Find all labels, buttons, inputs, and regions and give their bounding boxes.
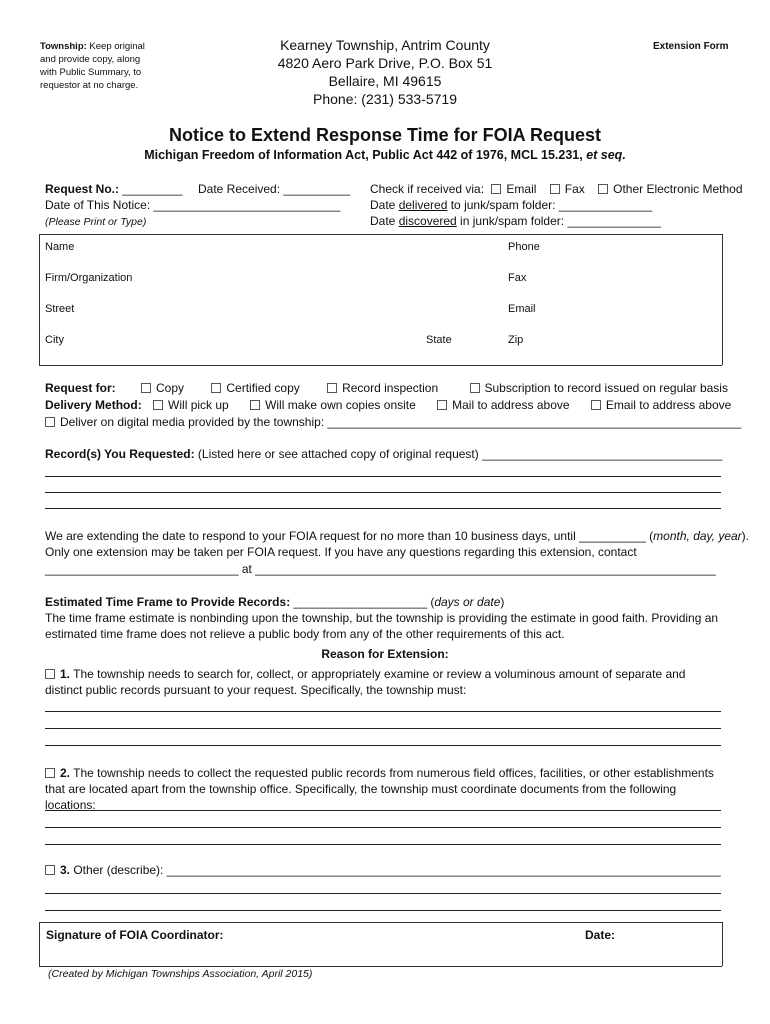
- delivery-method-row: [45, 398, 731, 412]
- check-received-row: [370, 182, 743, 196]
- signature-field[interactable]: Signature of FOIA Coordinator:: [46, 928, 224, 942]
- signature-border: [39, 922, 40, 966]
- blank-line[interactable]: [45, 728, 721, 729]
- request-no-field[interactable]: _________: [119, 182, 183, 196]
- reason-3-number: 3.: [60, 863, 71, 877]
- blank-line[interactable]: [45, 476, 721, 477]
- via-email-label: Email: [506, 182, 537, 196]
- signature-border: [39, 966, 722, 967]
- date-discovered-underlined: discovered: [398, 214, 457, 228]
- signature-date-field[interactable]: Date:: [585, 928, 616, 942]
- form-type: Extension Form: [653, 41, 729, 52]
- checkbox-icon[interactable]: [598, 184, 608, 194]
- delivery-method-label: Delivery Method:: [45, 398, 142, 412]
- pick-up-option[interactable]: [153, 398, 229, 412]
- reason-2-number: 2.: [60, 766, 71, 780]
- estimate-close: ): [500, 595, 505, 609]
- blank-line[interactable]: [45, 810, 721, 811]
- via-fax-checkbox[interactable]: [550, 182, 585, 196]
- request-no[interactable]: [45, 182, 182, 196]
- extension-text-b: ).: [741, 529, 750, 543]
- checkbox-icon[interactable]: [45, 417, 55, 427]
- blank-line[interactable]: [45, 910, 721, 911]
- table-border: [39, 234, 40, 365]
- street-field[interactable]: Street: [45, 303, 75, 315]
- date-discovered-field[interactable]: [370, 214, 661, 228]
- checkbox-icon[interactable]: [250, 400, 260, 410]
- print-note: (Please Print or Type): [45, 216, 147, 228]
- checkbox-icon[interactable]: [45, 768, 55, 778]
- blank-line[interactable]: [45, 508, 721, 509]
- via-email-checkbox[interactable]: [491, 182, 536, 196]
- estimate-row[interactable]: [45, 595, 504, 609]
- blank-line[interactable]: [45, 893, 721, 894]
- pick-up-label: Will pick up: [168, 398, 229, 412]
- contact-line[interactable]: _____________________________ at _____________________________________________________________________: [45, 562, 716, 576]
- estimate-italic: days or date: [434, 595, 501, 609]
- email-option[interactable]: [591, 398, 731, 412]
- page-subtitle: [0, 148, 770, 162]
- record-inspection-option[interactable]: [327, 381, 438, 395]
- date-delivered-post: to junk/spam folder: ______________: [447, 198, 653, 212]
- checkbox-icon[interactable]: [470, 383, 480, 393]
- address-line: 4820 Aero Park Drive, P.O. Box 51: [277, 55, 493, 71]
- extension-line-2: Only one extension may be taken per FOIA request. If you have any questions regarding this extension, contact: [45, 545, 637, 559]
- signature-border: [722, 922, 723, 966]
- email-field[interactable]: Email: [508, 303, 536, 315]
- blank-line[interactable]: [45, 711, 721, 712]
- address-line: Bellaire, MI 49615: [328, 73, 442, 89]
- blank-line[interactable]: [45, 745, 721, 746]
- checkbox-icon[interactable]: [45, 669, 55, 679]
- checkbox-icon[interactable]: [45, 865, 55, 875]
- estimate-label: Estimated Time Frame to Provide Records:: [45, 595, 291, 609]
- digital-media-label: Deliver on digital media provided by the township: ______________________________________________________________: [60, 415, 742, 429]
- mail-option[interactable]: [437, 398, 569, 412]
- checkbox-icon[interactable]: [327, 383, 337, 393]
- date-discovered-post: in junk/spam folder: ______________: [456, 214, 661, 228]
- via-other-label: Other Electronic Method: [613, 182, 743, 196]
- date-delivered-field[interactable]: [370, 198, 652, 212]
- state-field[interactable]: State: [426, 334, 452, 346]
- signature-border: [39, 922, 722, 923]
- township-note: [40, 40, 158, 92]
- record-inspection-label: Record inspection: [342, 381, 439, 395]
- records-requested[interactable]: [45, 447, 722, 461]
- email-option-label: Email to address above: [605, 398, 732, 412]
- checkbox-icon[interactable]: [437, 400, 447, 410]
- table-border: [39, 234, 722, 235]
- phone-field[interactable]: Phone: [508, 241, 540, 253]
- own-copies-option[interactable]: [250, 398, 416, 412]
- subtitle-main: Michigan Freedom of Information Act, Public Act 442 of 1976, MCL 15.231,: [144, 148, 587, 162]
- address-line: Phone: (231) 533-5719: [313, 91, 457, 107]
- reason-1-text: The township needs to search for, collect, or appropriately examine or review a voluminous amount of separate and distinct public records pursuant to your request. Specifically, the township must:: [45, 667, 686, 697]
- via-other-checkbox[interactable]: [598, 182, 742, 196]
- extension-italic: month, day, year: [653, 529, 742, 543]
- date-discovered-pre: Date: [370, 214, 399, 228]
- copy-label: Copy: [156, 381, 185, 395]
- name-field[interactable]: Name: [45, 241, 75, 253]
- date-received-field[interactable]: Date Received: __________: [198, 182, 351, 196]
- page-title: Notice to Extend Response Time for FOIA Request: [168, 125, 602, 145]
- township-note-text: Keep original and provide copy, along with Public Summary, to requestor at no charge.: [40, 41, 145, 91]
- blank-line[interactable]: [45, 827, 721, 828]
- checkbox-icon[interactable]: [153, 400, 163, 410]
- certified-copy-label: Certified copy: [226, 381, 300, 395]
- extension-text-a: We are extending the date to respond to your FOIA request for no more than 10 business days, until __________ (: [45, 529, 654, 543]
- extension-line-1: [45, 529, 749, 543]
- date-delivered-pre: Date: [370, 198, 399, 212]
- subscription-option[interactable]: [470, 381, 728, 395]
- subscription-label: Subscription to record issued on regular basis: [484, 381, 728, 395]
- date-delivered-underlined: delivered: [398, 198, 448, 212]
- subtitle-italic: et seq.: [586, 148, 626, 162]
- reason-heading: Reason for Extension:: [321, 647, 449, 661]
- checkbox-icon[interactable]: [550, 184, 560, 194]
- digital-media-option[interactable]: [45, 415, 741, 429]
- reason-1-number: 1.: [60, 667, 71, 681]
- table-border: [39, 365, 722, 366]
- certified-copy-option[interactable]: [211, 381, 299, 395]
- reason-1[interactable]: [45, 666, 721, 698]
- checkbox-icon[interactable]: [141, 383, 151, 393]
- blank-line[interactable]: [45, 844, 721, 845]
- blank-line[interactable]: [45, 492, 721, 493]
- estimate-text: The time frame estimate is nonbinding upon the township, but the township is providing the estimate in good faith. Providing an estimated time frame does not relieve a public body from any of the other requirements of this act.: [45, 611, 719, 641]
- estimate-blank[interactable]: ____________________ (: [290, 595, 435, 609]
- firm-field[interactable]: Firm/Organization: [45, 272, 133, 284]
- fax-field[interactable]: Fax: [508, 272, 527, 284]
- reason-3[interactable]: [45, 863, 721, 877]
- date-notice-field[interactable]: Date of This Notice: ____________________________: [45, 198, 341, 212]
- checkbox-icon[interactable]: [211, 383, 221, 393]
- address-block: [230, 36, 540, 108]
- own-copies-label: Will make own copies onsite: [265, 398, 416, 412]
- request-for-label: Request for:: [45, 381, 116, 395]
- copy-option[interactable]: [141, 381, 184, 395]
- check-received-label: Check if received via:: [370, 182, 485, 196]
- reason-2-text: The township needs to collect the requested public records from numerous field offices, facilities, or other establishments that are located apart from the township office. Specifically, the township must coordinate documents from the following locations:: [45, 766, 714, 812]
- city-field[interactable]: City: [45, 334, 64, 346]
- township-label: Township:: [40, 41, 87, 52]
- request-for-row: [45, 381, 728, 395]
- checkbox-icon[interactable]: [591, 400, 601, 410]
- records-label: Record(s) You Requested:: [45, 447, 195, 461]
- reason-2[interactable]: [45, 765, 721, 813]
- address-line: Kearney Township, Antrim County: [280, 37, 490, 53]
- records-text: (Listed here or see attached copy of original request) ____________________________________: [194, 447, 723, 461]
- footer-note: (Created by Michigan Townships Association, April 2015): [48, 968, 313, 980]
- checkbox-icon[interactable]: [491, 184, 501, 194]
- mail-label: Mail to address above: [452, 398, 570, 412]
- request-no-label: Request No.:: [45, 182, 120, 196]
- reason-3-text: Other (describe): ___________________________________________________________________________________: [70, 863, 721, 877]
- table-border: [722, 234, 723, 365]
- via-fax-label: Fax: [564, 182, 585, 196]
- zip-field[interactable]: Zip: [508, 334, 524, 346]
